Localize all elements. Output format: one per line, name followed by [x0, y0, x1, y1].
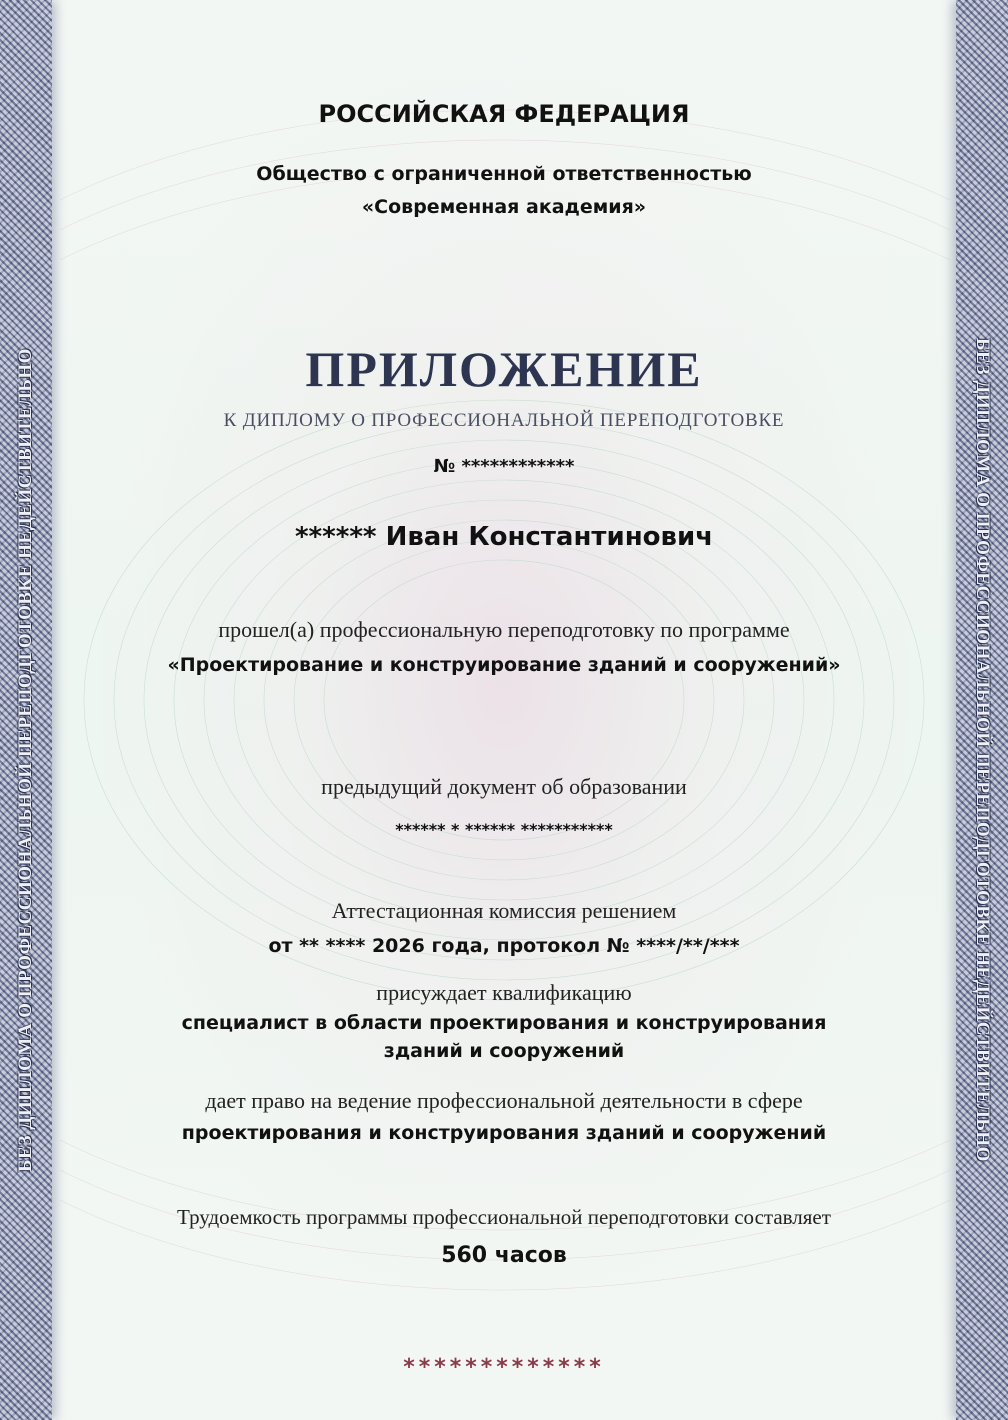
- organization-name: «Современная академия»: [361, 196, 647, 218]
- document-number: № ************: [433, 456, 575, 477]
- commission-label: Аттестационная комиссия решением: [331, 898, 677, 923]
- program-intro: прошел(а) профессиональную переподготовку по программе: [218, 617, 790, 642]
- holder-name: ****** Иван Константинович: [294, 522, 714, 552]
- footer-stars: *************: [403, 1355, 605, 1380]
- country-heading: РОССИЙСКАЯ ФЕДЕРАЦИЯ: [318, 100, 690, 128]
- left-border-text: БЕЗ ДИПЛОМА О ПРОФЕССИОНАЛЬНОЙ ПЕРЕПОДГОТОВКЕ НЕДЕЙСТВИТЕЛЬНО: [15, 348, 36, 1172]
- activity-sphere: проектирования и конструирования зданий и сооружений: [181, 1122, 827, 1144]
- previous-document-label: предыдущий документ об образовании: [321, 774, 687, 799]
- previous-document-value: ****** * ****** ***********: [395, 820, 613, 839]
- commission-decision: от ** **** 2026 года, протокол № ****/**/***: [268, 935, 740, 957]
- qualification-line-1: специалист в области проектирования и конструирования: [181, 1012, 827, 1034]
- workload-hours: 560 часов: [441, 1243, 567, 1268]
- right-border-text: БЕЗ ДИПЛОМА О ПРОФЕССИОНАЛЬНОЙ ПЕРЕПОДГОТОВКЕ НЕДЕЙСТВИТЕЛЬНО: [972, 338, 993, 1162]
- document-title: ПРИЛОЖЕНИЕ: [305, 341, 703, 397]
- workload-label: Трудоемкость программы профессиональной переподготовки составляет: [177, 1205, 831, 1229]
- program-name: «Проектирование и конструирование зданий и сооружений»: [167, 654, 841, 676]
- qualification-label: присуждает квалификацию: [376, 980, 632, 1005]
- activity-right-label: дает право на ведение профессиональной деятельности в сфере: [205, 1088, 803, 1113]
- document-subtitle: К ДИПЛОМУ О ПРОФЕССИОНАЛЬНОЙ ПЕРЕПОДГОТОВКЕ: [223, 410, 785, 431]
- organization-type: Общество с ограниченной ответственностью: [256, 163, 752, 185]
- qualification-line-2: зданий и сооружений: [383, 1040, 625, 1062]
